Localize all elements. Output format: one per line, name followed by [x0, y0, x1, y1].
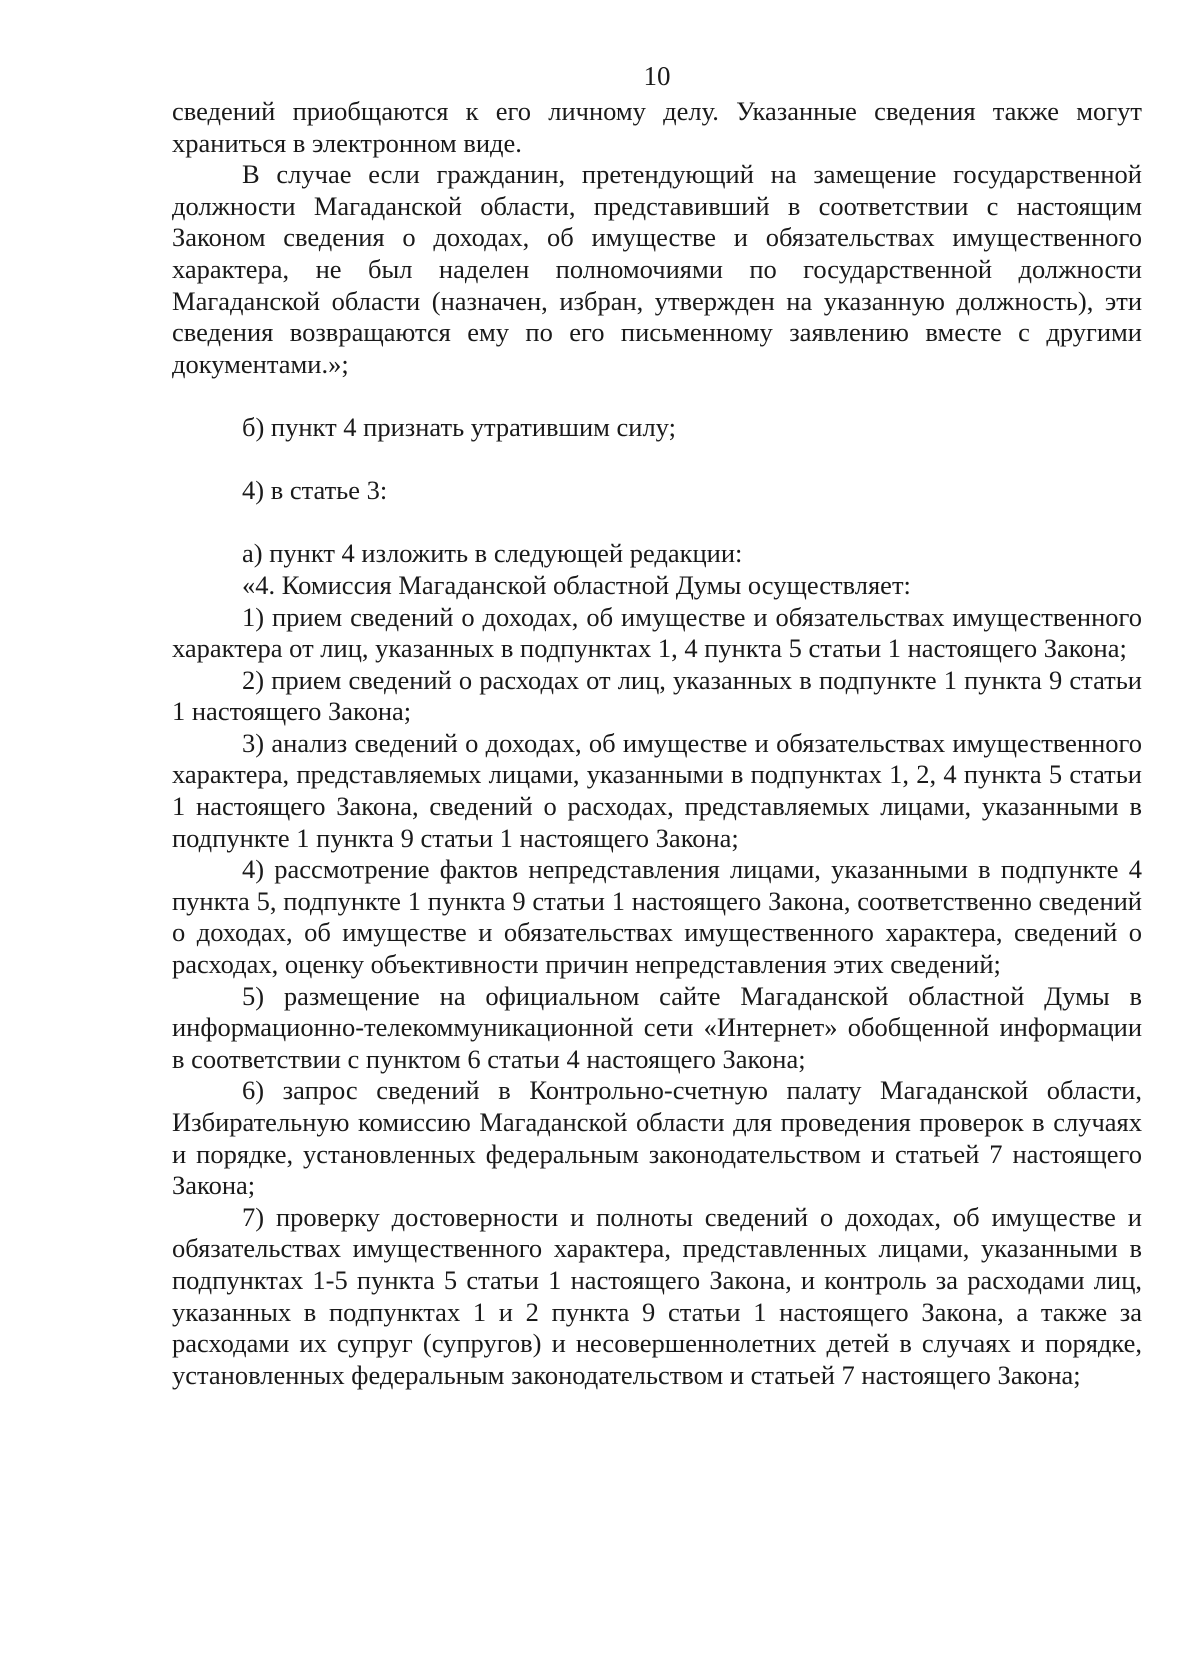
- paragraph-5: а) пункт 4 изложить в следующей редакции:: [242, 538, 743, 569]
- list-item-3: 3) анализ сведений о доходах, об имуществе и обязательствах имущественного характера, представляемых лицами, указанными в подпунктах 1, 2, 4 пункта 5 статьи 1 настоящего Закона, сведений о расходах, представляемых лицами, указанными в подпункте 1 пункта 9 статьи 1 настоящего Закона;: [172, 727, 1142, 853]
- list-item-4: 4) рассмотрение фактов непредставления лицами, указанными в подпункте 4 пункта 5, подпункте 1 пункта 9 статьи 1 настоящего Закона, соответственно сведений о доходах, об имуществе и обязательствах имущественного характера, сведений о расходах, оценку объективности причин непредставления этих сведений;: [172, 854, 1142, 980]
- paragraph-6: «4. Комиссия Магаданской областной Думы осуществляет:: [242, 569, 911, 600]
- list-item-1: 1) прием сведений о доходах, об имуществе и обязательствах имущественного характера от лиц, указанных в подпунктах 1, 4 пункта 5 статьи 1 настоящего Закона;: [172, 601, 1142, 664]
- paragraph-3: б) пункт 4 признать утратившим силу;: [242, 411, 676, 442]
- blank-line: [172, 444, 1142, 476]
- blank-line: [172, 380, 1142, 412]
- list-item-7: 7) проверку достоверности и полноты сведений о доходах, об имуществе и обязательствах имущественного характера, представленных лицами, указанными в подпунктах 1-5 пункта 5 статьи 1 настоящего Закона, и контроль за расходами лиц, указанных в подпунктах 1 и 2 пункта 9 статьи 1 настоящего Закона, а также за расходами их супруг (супругов) и несовершеннолетних детей в случаях и порядке, установленных федеральным законодательством и статьей 7 настоящего Закона;: [172, 1201, 1142, 1390]
- list-item-6: 6) запрос сведений в Контрольно-счетную палату Магаданской области, Избирательную комиссию Магаданской области для проведения проверок в случаях и порядке, установленных федеральным законодательством и статьей 7 настоящего Закона;: [172, 1075, 1142, 1201]
- paragraph-1: сведений приобщаются к его личному делу. Указанные сведения также могут храниться в электронном виде.: [172, 96, 1142, 158]
- paragraph-2: В случае если гражданин, претендующий на замещение государственной должности Магаданской области, представивший в соответствии с настоящим Законом сведения о доходах, об имуществе и обязательствах имущественного характера, не был наделен полномочиями по государственной должности Магаданской области (назначен, избран, утвержден на указанную должность), эти сведения возвращаются ему по его письменному заявлению вместе с другими документами.»;: [172, 159, 1142, 379]
- blank-line: [172, 507, 1142, 539]
- paragraph-4: 4) в статье 3:: [242, 475, 388, 506]
- document-page: [172, 60, 1142, 1391]
- list-item-5: 5) размещение на официальном сайте Магаданской областной Думы в информационно-телекоммуникационной сети «Интернет» обобщенной информации в соответствии с пунктом 6 статьи 4 настоящего Закона;: [172, 980, 1142, 1074]
- page-number: 10: [643, 61, 671, 91]
- list-item-2: 2) прием сведений о расходах от лиц, указанных в подпункте 1 пункта 9 статьи 1 настоящего Закона;: [172, 664, 1142, 727]
